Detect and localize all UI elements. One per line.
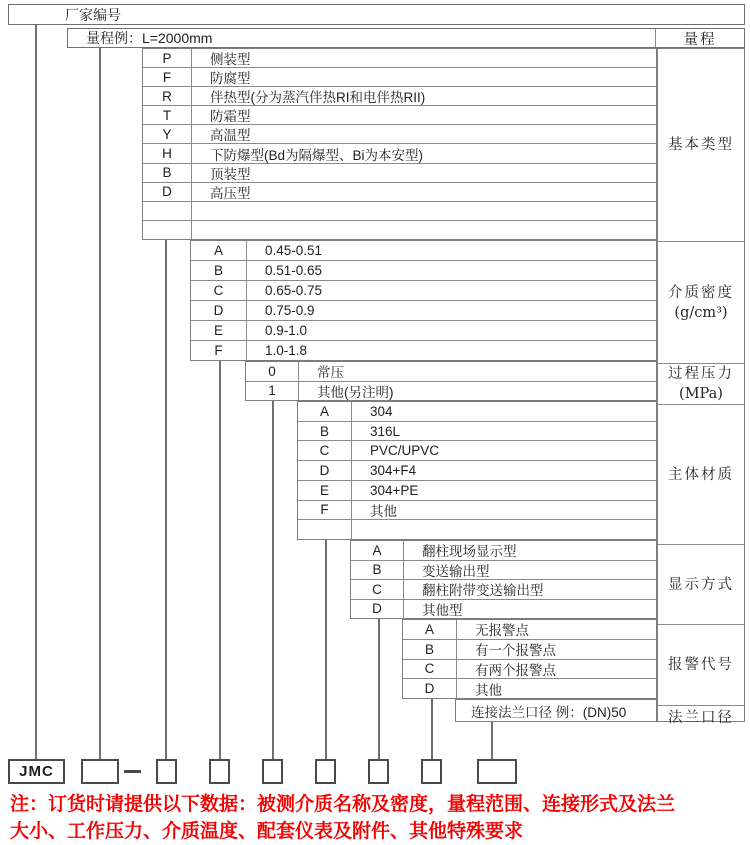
desc-cell: 有两个报警点	[475, 662, 556, 678]
desc-cell: 下防爆型(Bd为隔爆型、Bi为本安型)	[210, 147, 424, 163]
desc-cell: 0.45-0.51	[265, 243, 323, 258]
code-cell: F	[143, 68, 192, 86]
code-cell: A	[351, 541, 404, 560]
desc-cell: 304+PE	[370, 482, 419, 498]
table-row	[191, 341, 656, 360]
desc-cell: 高压型	[210, 185, 251, 201]
desc-cell: 304+F4	[370, 463, 417, 479]
table-row	[351, 541, 656, 561]
code-cell: A	[191, 241, 247, 260]
connector-line-flange-size	[491, 722, 493, 759]
code-cell: T	[143, 106, 192, 124]
desc-cell: 1.0-1.8	[265, 343, 308, 358]
model-code-box-body-material	[315, 759, 336, 784]
code-cell: B	[298, 422, 352, 441]
code-cell: B	[191, 261, 247, 280]
code-cell: D	[191, 301, 247, 320]
desc-cell: 0.65-0.75	[265, 283, 323, 298]
code-cell: B	[143, 164, 192, 182]
code-cell: E	[298, 481, 352, 500]
display-mode-table	[350, 540, 657, 619]
table-row	[143, 125, 656, 144]
desc-cell: PVC/UPVC	[370, 443, 440, 459]
range-category-label: 量程	[655, 29, 744, 47]
code-cell	[143, 202, 192, 220]
code-cell: 0	[246, 362, 299, 381]
desc-cell: 伴热型(分为蒸汽伴热RI和电伴热RII)	[210, 90, 426, 106]
desc-cell: 侧装型	[210, 52, 251, 68]
code-cell: 1	[246, 382, 299, 401]
table-row	[143, 106, 656, 125]
table-row	[298, 461, 656, 481]
table-row	[298, 402, 656, 422]
code-cell: D	[403, 679, 457, 698]
flange-size-text: 连接法兰口径 例：(DN)50	[471, 704, 627, 720]
code-cell: F	[191, 341, 247, 360]
desc-cell: 变送输出型	[422, 563, 490, 579]
model-code-box-display-mode	[368, 759, 389, 784]
body-material-table	[297, 401, 657, 540]
code-cell: B	[351, 561, 404, 580]
table-row	[143, 144, 656, 163]
desc-cell: 其他型	[422, 602, 463, 618]
desc-cell: 翻柱附带变送输出型	[422, 583, 544, 599]
category-label-basic-type: 基本类型	[658, 49, 744, 242]
code-cell: A	[298, 402, 352, 421]
table-row	[298, 441, 656, 461]
code-cell: D	[351, 600, 404, 619]
code-cell: F	[298, 501, 352, 520]
desc-cell: 0.51-0.65	[265, 263, 323, 278]
table-row	[351, 600, 656, 619]
table-row	[403, 679, 656, 698]
basic-type-table	[142, 48, 657, 240]
table-row-empty	[143, 221, 656, 239]
table-row	[351, 580, 656, 600]
category-label-body-material: 主体材质	[658, 405, 744, 545]
desc-cell: 防腐型	[210, 71, 251, 87]
manufacturer-number-label: 厂家编号	[65, 6, 121, 23]
code-cell: C	[191, 281, 247, 300]
connector-line-alarm-code	[431, 699, 433, 759]
code-cell: H	[143, 144, 192, 162]
table-row	[191, 281, 656, 301]
order-note	[10, 791, 750, 845]
process-pressure-table	[245, 361, 657, 401]
category-label-medium-density: 介质密度 (g/cm³)	[658, 242, 744, 364]
desc-cell: 0.9-1.0	[265, 323, 308, 338]
connector-line-process-pressure	[272, 401, 274, 759]
category-label-alarm-code: 报警代号	[658, 625, 744, 706]
desc-cell: 常压	[317, 365, 344, 381]
model-code-box-flange-size	[477, 759, 517, 784]
model-code-box-range	[81, 759, 119, 784]
table-row	[143, 49, 656, 68]
desc-cell	[192, 221, 656, 239]
connector-line-basic-type	[165, 240, 167, 759]
table-row	[143, 164, 656, 183]
table-row	[143, 68, 656, 87]
table-row	[143, 87, 656, 106]
table-row	[298, 501, 656, 521]
code-cell: C	[403, 660, 457, 679]
table-row	[298, 422, 656, 442]
code-cell: Y	[143, 125, 192, 143]
code-cell: R	[143, 87, 192, 105]
code-cell: A	[403, 620, 457, 639]
manufacturer-number-row	[8, 4, 745, 25]
category-label-column	[657, 48, 745, 726]
desc-cell	[352, 520, 656, 539]
connector-line-medium-density	[219, 361, 221, 759]
desc-cell: 316L	[370, 423, 401, 439]
range-example-row	[67, 28, 745, 48]
alarm-code-table	[402, 619, 657, 699]
desc-cell: 无报警点	[475, 623, 529, 639]
table-row	[403, 640, 656, 660]
desc-cell: 其他	[370, 503, 397, 519]
code-cell	[143, 221, 192, 239]
order-note-line-1: 注：订货时请提供以下数据：被测介质名称及密度，量程范围、连接形式及法兰	[10, 794, 676, 815]
category-label-process-pressure: 过程压力 (MPa)	[658, 364, 744, 405]
code-cell: D	[143, 183, 192, 201]
table-row-empty	[143, 202, 656, 221]
desc-cell	[192, 202, 656, 220]
desc-cell: 有一个报警点	[475, 643, 556, 659]
code-cell: E	[191, 321, 247, 340]
model-code-box-process-pressure	[262, 759, 283, 784]
table-row	[403, 620, 656, 640]
medium-density-table	[190, 240, 657, 361]
category-label-flange-size: 法兰口径	[668, 709, 734, 726]
table-row	[246, 382, 656, 401]
flange-size-row	[455, 699, 657, 722]
range-example-text: 量程例：L=2000mm	[86, 30, 213, 46]
code-cell: C	[351, 580, 404, 599]
desc-cell: 高温型	[210, 128, 251, 144]
table-row	[191, 301, 656, 321]
code-cell: B	[403, 640, 457, 659]
desc-cell: 顶装型	[210, 166, 251, 182]
model-code-box-medium-density	[209, 759, 230, 784]
desc-cell: 304	[370, 403, 393, 419]
table-row	[191, 261, 656, 281]
model-code-dash	[124, 770, 141, 773]
table-row	[191, 241, 656, 261]
desc-cell: 翻柱现场显示型	[422, 544, 517, 560]
model-code-box-alarm-code	[421, 759, 442, 784]
model-code-box-basic-type	[156, 759, 177, 784]
table-row	[191, 321, 656, 341]
table-row-empty	[298, 520, 656, 539]
model-prefix-box: JMC	[8, 759, 65, 784]
table-row	[456, 700, 656, 721]
order-note-line-2: 大小、工作压力、介质温度、配套仪表及附件、其他特殊要求	[10, 821, 524, 842]
desc-cell: 其他	[475, 682, 502, 698]
table-row	[351, 561, 656, 581]
table-row	[403, 660, 656, 680]
code-cell: P	[143, 49, 192, 67]
desc-cell: 其他(另注明)	[317, 384, 394, 400]
connector-line-display-mode	[378, 619, 380, 759]
code-cell	[298, 520, 352, 539]
connector-line-manufacturer	[35, 25, 37, 759]
connector-line-body-material	[325, 540, 327, 759]
table-row	[246, 362, 656, 382]
category-label-display-mode: 显示方式	[658, 545, 744, 625]
connector-line-range	[99, 48, 101, 759]
table-row	[298, 481, 656, 501]
desc-cell: 防霜型	[210, 109, 251, 125]
desc-cell: 0.75-0.9	[265, 303, 315, 318]
code-cell: C	[298, 441, 352, 460]
table-row	[143, 183, 656, 202]
code-cell: D	[298, 461, 352, 480]
